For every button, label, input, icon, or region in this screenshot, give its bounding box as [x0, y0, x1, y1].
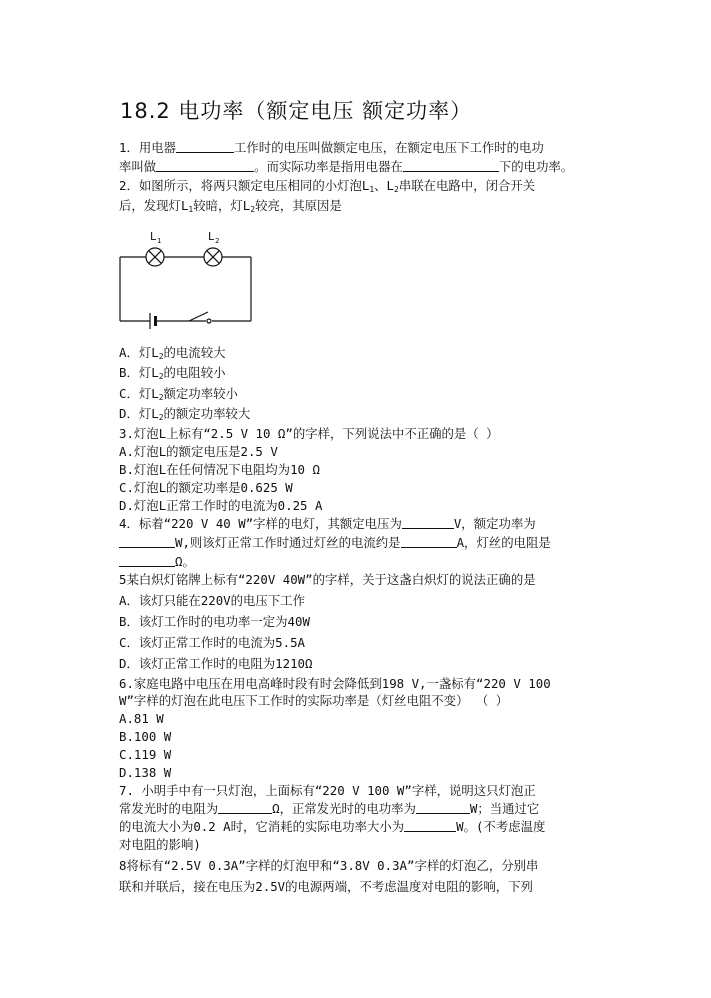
q4-text-a: 4．标着“220 V 40 W”字样的电灯，其额定电压为: [119, 516, 402, 531]
option-text: 的电流较大: [163, 345, 226, 360]
q2-option-d[interactable]: [119, 405, 250, 427]
q2-sub: 1: [369, 185, 375, 194]
q5-option-a[interactable]: A．该灯只能在220V的电压下工作: [119, 593, 305, 608]
option-sub: 2: [158, 393, 164, 402]
q3-option-b[interactable]: B.灯泡L在任何情况下电阻均为10 Ω: [119, 462, 320, 477]
q2-line2: [119, 197, 342, 219]
q4-blank-2[interactable]: [119, 535, 175, 548]
q4-line1: [119, 515, 536, 533]
q2-sub: 2: [394, 185, 399, 194]
q1-text-b: 工作时的电压叫做额定电压，在额定电压下工作时的电功: [234, 140, 544, 155]
q2-text-a: 2．如图所示，将两只额定电压相同的小灯泡L: [119, 178, 370, 193]
option-text: B．灯L: [119, 365, 159, 380]
q2-option-c[interactable]: [119, 385, 238, 407]
q7-text-d: W；当通过它: [469, 801, 540, 816]
q7-text-e: 的电流大小为0.2 A时，它消耗的实际电功率大小为: [119, 819, 405, 834]
q4-line3: [119, 553, 195, 571]
lamp-l1-label: L: [150, 230, 157, 243]
q2-text-f: 较亮，其原因是: [255, 198, 342, 213]
battery-icon: [150, 313, 157, 329]
q5-stem: 5某白炽灯铭牌上标有“220V 40W”的字样，关于这盏白炽灯的说法正确的是: [119, 572, 536, 587]
circuit-diagram: [110, 222, 270, 332]
q1-line1: [119, 139, 544, 157]
q1-text-c: 率叫做: [119, 159, 157, 174]
q3-option-c[interactable]: C.灯泡L的额定功率是0.625 W: [119, 480, 293, 495]
q8-line2: 联和并联后，接在电压为2.5V的电源两端，不考虑温度对电阻的影响，下列: [119, 879, 533, 894]
q6-option-b[interactable]: B.100 W: [119, 729, 172, 744]
lamp-l1-icon: [146, 248, 164, 266]
q3-stem: 3.灯泡L上标有“2.5 V 10 Ω”的字样，下列说法中不正确的是（ ）: [119, 426, 499, 441]
lamp-l1-label-sub: 1: [157, 237, 162, 245]
option-sub: 2: [158, 352, 164, 361]
q4-blank-4[interactable]: [119, 554, 175, 567]
q4-text-b: V，额定功率为: [453, 516, 536, 531]
q4-line2: [119, 534, 551, 552]
option-text: 额定功率较小: [163, 386, 238, 401]
option-text: C．灯L: [119, 386, 159, 401]
q2-sub: 2: [250, 205, 256, 214]
q6-option-c[interactable]: C.119 W: [119, 747, 172, 762]
q6-line1: 6.家庭电路中电压在用电高峰时段有时会降低到198 V,一盏标有“220 V 100: [119, 676, 551, 691]
q2-line1: [119, 177, 535, 199]
q7-line2: [119, 800, 539, 818]
q7-blank-1[interactable]: [218, 801, 272, 814]
q6-option-a[interactable]: A.81 W: [119, 711, 164, 726]
q5-option-d[interactable]: D．该灯正常工作时的电阻为1210Ω: [119, 656, 313, 671]
q5-option-b[interactable]: B．该灯工作时的电功率一定为40W: [119, 614, 310, 629]
lamp-l2-label-sub: 2: [215, 237, 220, 245]
option-text: D．灯L: [119, 406, 159, 421]
q1-text-d: 。而实际功率是指用电器在: [254, 159, 403, 174]
q4-blank-1[interactable]: [402, 516, 454, 529]
q6-line2: W”字样的灯泡在此电压下工作时的实际功率是（灯丝电阻不变） （ ）: [119, 693, 509, 708]
q6-option-d[interactable]: D.138 W: [119, 765, 172, 780]
option-sub: 2: [158, 372, 164, 381]
q3-option-a[interactable]: A.灯泡L的额定电压是2.5 V: [119, 444, 278, 459]
q2-option-a[interactable]: [119, 344, 225, 366]
q8-line1: 8将标有“2.5V 0.3A”字样的灯泡甲和“3.8V 0.3A”字样的灯泡乙，分别串: [119, 858, 539, 873]
q2-text-b: 、L: [374, 178, 395, 193]
q4-text-c: W,则该灯正常工作时通过灯丝的电流约是: [175, 535, 401, 550]
q4-blank-3[interactable]: [401, 535, 457, 548]
q2-option-b[interactable]: [119, 364, 225, 386]
q4-text-d: A，灯丝的电阻是: [456, 535, 551, 550]
q7-line4: 对电阻的影响): [119, 837, 201, 852]
q2-sub: 1: [188, 205, 194, 214]
q4-text-e: Ω。: [175, 554, 195, 569]
q5-option-c[interactable]: C．该灯正常工作时的电流为5.5A: [119, 635, 305, 650]
q2-text-c: 串联在电路中，闭合开关: [398, 178, 536, 193]
q7-blank-2[interactable]: [416, 801, 470, 814]
page-title: 18.2 电功率（额定电压 额定功率）: [120, 99, 473, 123]
q3-option-d[interactable]: D.灯泡L正常工作时的电流为0.25 A: [119, 498, 323, 513]
q7-line3: [119, 818, 545, 836]
q7-text-b: 常发光时的电阻为: [119, 801, 219, 816]
q7-line1: 7. 小明手中有一只灯泡，上面标有“220 V 100 W”字样，说明这只灯泡正: [119, 783, 536, 798]
option-text: 的电阻较小: [163, 365, 226, 380]
lamp-l2-icon: [204, 248, 222, 266]
q1-blank-1[interactable]: [176, 140, 234, 153]
q7-text-f: W。(不考虑温度: [456, 819, 546, 834]
q1-blank-2[interactable]: [156, 159, 254, 172]
q1-text-a: 1．用电器: [119, 140, 177, 155]
q7-text-c: Ω，正常发光时的电功率为: [272, 801, 416, 816]
q2-text-e: 较暗，灯L: [193, 198, 251, 213]
option-text: A．灯L: [119, 345, 159, 360]
q7-blank-3[interactable]: [404, 819, 456, 832]
lamp-l2-label: L: [208, 230, 215, 243]
q1-line2: [119, 158, 573, 176]
q1-text-e: 下的电功率。: [498, 159, 574, 174]
q2-text-d: 后，发现灯L: [119, 198, 189, 213]
option-text: 的额定功率较大: [163, 406, 251, 421]
q1-blank-3[interactable]: [403, 159, 499, 172]
option-sub: 2: [158, 413, 164, 422]
